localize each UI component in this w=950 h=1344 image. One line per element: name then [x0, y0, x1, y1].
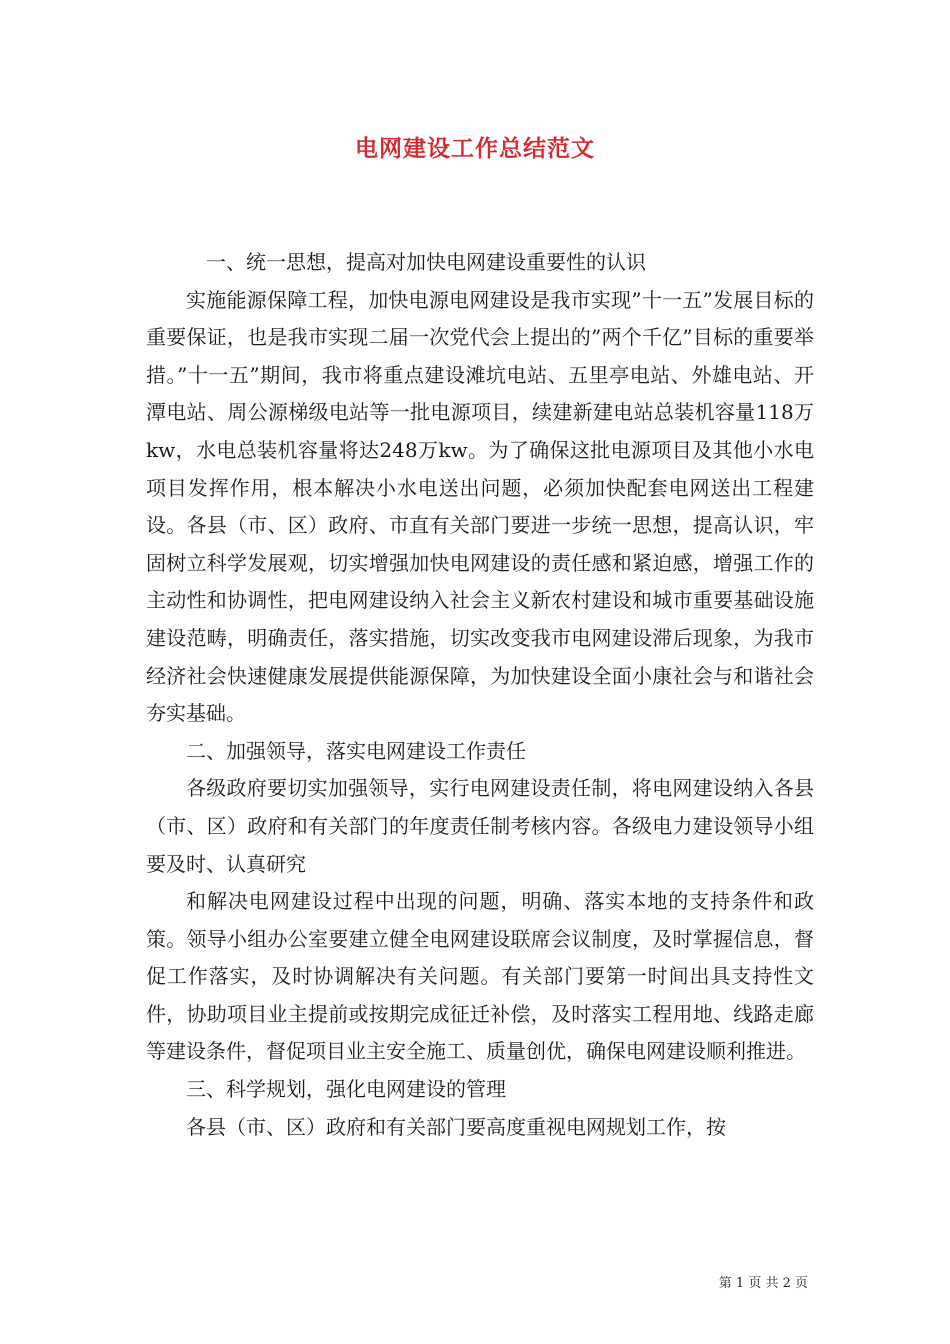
page-footer: 第 1 页 共 2 页	[718, 1276, 808, 1291]
document-title: 电网建设工作总结范文	[355, 135, 595, 162]
paragraph-3: 和解决电网建设过程中出现的问题，明确、落实本地的支持条件和政策。领导小组办公室要建立健全电网建设联席会议制度，及时掌握信息，督促工作落实，及时协调解决有关问题。有关部门要第一时间出具支持性文件，协助项目业主提前或按期完成征迁补偿，及时落实工程用地、线路走廊等建设条件，督促项目业主安全施工、质量创优，确保电网建设顺利推进。	[146, 889, 814, 1064]
section-heading-1: 一、统一思想，提高对加快电网建设重要性的认识	[206, 250, 646, 274]
paragraph-4: 各县（市、区）政府和有关部门要高度重视电网规划工作，按	[186, 1114, 726, 1139]
paragraph-2: 各级政府要切实加强领导，实行电网建设责任制，将电网建设纳入各县（市、区）政府和有关部门的年度责任制考核内容。各级电力建设领导小组要及时、认真研究	[146, 776, 814, 876]
section-heading-2: 二、加强领导，落实电网建设工作责任	[186, 738, 526, 763]
section-heading-3: 三、科学规划，强化电网建设的管理	[186, 1077, 506, 1102]
paragraph-1: 实施能源保障工程，加快电源电网建设是我市实现”十一五”发展目标的重要保证，也是我市实现二届一次党代会上提出的”两个千亿”目标的重要举措。”十一五”期间，我市将重点建设滩坑电站、五里亭电站、外雄电站、开潭电站、周公源梯级电站等一批电源项目，续建新建电站总装机容量118万kw，水电总装机容量将达248万kw。为了确保这批电源项目及其他小水电项目发挥作用，根本解决小水电送出问题，必须加快配套电网送出工程建设。各县（市、区）政府、市直有关部门要进一步统一思想，提高认识，牢固树立科学发展观，切实增强加快电网建设的责任感和紧迫感，增强工作的主动性和协调性，把电网建设纳入社会主义新农村建设和城市重要基础设施建设范畴，明确责任，落实措施，切实改变我市电网建设滞后现象，为我市经济社会快速健康发展提供能源保障，为加快建设全面小康社会与和谐社会夯实基础。	[146, 287, 814, 726]
document-body	[146, 244, 814, 1146]
